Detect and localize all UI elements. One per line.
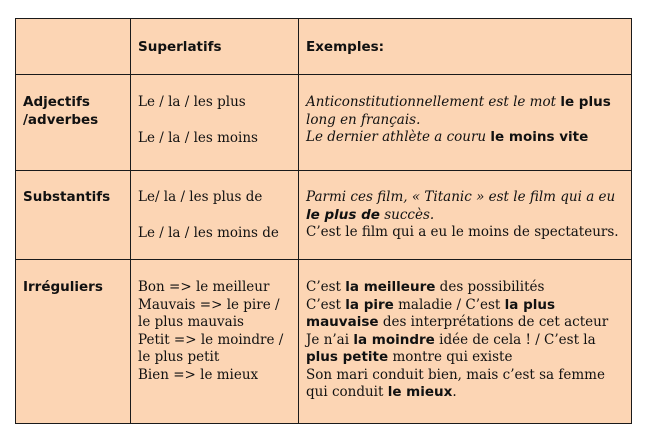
superlatives-table (15, 18, 632, 424)
row-divider (16, 259, 631, 260)
row-forms-adjectifs: Le / la / les plus Le / la / les moins (138, 94, 258, 146)
row-forms-irreguliers: Bon => le meilleur Mauvais => le pire / le plus mauvais Petit => le moindre / le plus petit Bien => le mieux (138, 279, 284, 383)
column-divider (130, 19, 131, 423)
header-superlatifs: Superlatifs (138, 39, 222, 55)
row-examples-adjectifs: Anticonstitutionnellement est le mot le plus long en français. Le dernier athlète a couru le moins vite (306, 94, 611, 145)
column-divider (298, 19, 299, 423)
row-forms-substantifs: Le/ la / les plus de Le / la / les moins de (138, 189, 279, 241)
row-divider (16, 170, 631, 171)
row-label-adjectifs: Adjectifs /adverbes (23, 94, 99, 128)
row-examples-substantifs: Parmi ces film, « Titanic » est le film qui a eu le plus de succès. C’est le film qui a eu le moins de spectateurs. (306, 189, 619, 240)
row-divider (16, 74, 631, 75)
header-exemples: Exemples: (306, 39, 385, 55)
row-label-irreguliers: Irréguliers (23, 279, 103, 295)
row-label-substantifs: Substantifs (23, 189, 111, 205)
row-examples-irreguliers: C’est la meilleure des possibilités C’est la pire maladie / C’est la plus mauvaise des interprétations de cet acteur Je n’ai la moindre idée de cela ! / C’est la plus petite montre qui existe Son mari conduit bien, mais c’est sa femme qui conduit le mieux. (306, 279, 609, 400)
